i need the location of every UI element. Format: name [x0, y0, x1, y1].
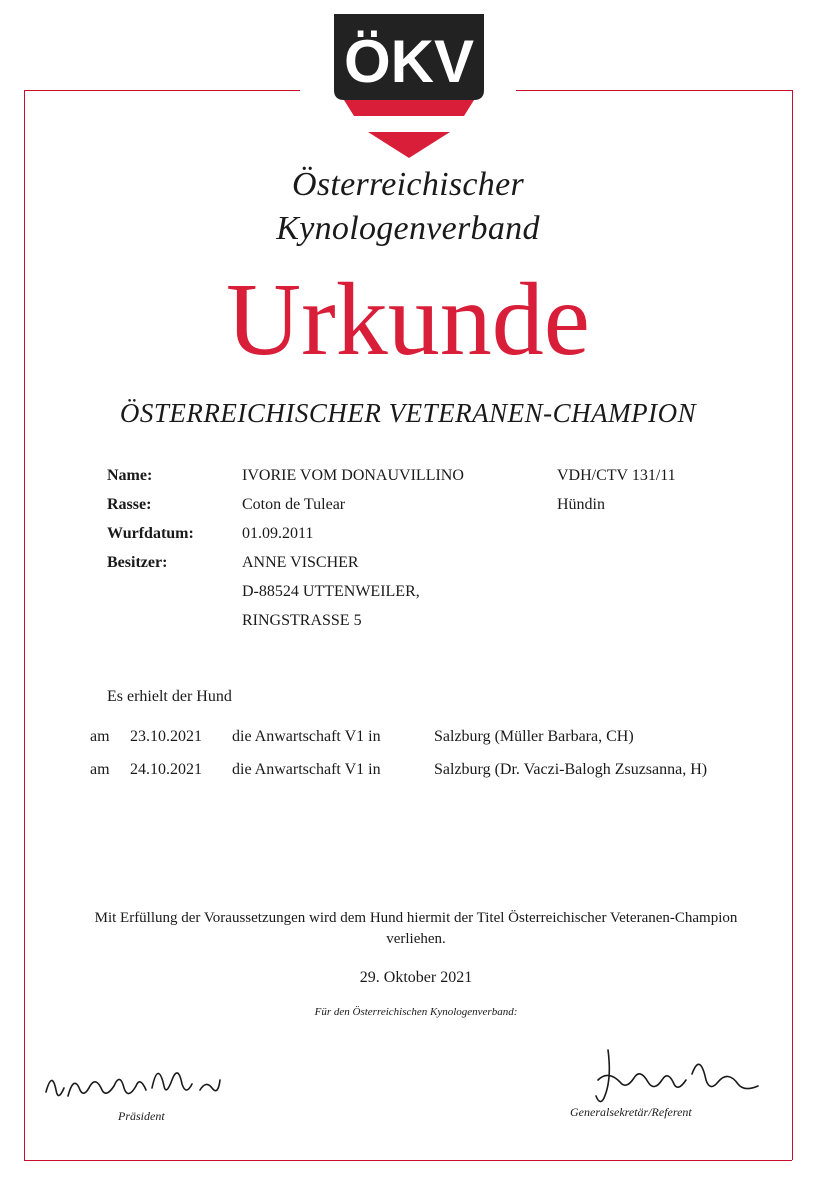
award-row-place: Salzburg (Dr. Vaczi-Balogh Zsuzsanna, H): [434, 761, 708, 778]
birth-date-value: 01.09.2011: [242, 525, 314, 542]
award-row-date: 23.10.2021: [130, 728, 202, 745]
award-row-prefix: am: [90, 761, 110, 778]
frame-border-right: [792, 90, 793, 1160]
issue-date: 29. Oktober 2021: [359, 969, 473, 986]
award-row-prefix: am: [90, 728, 110, 745]
owner-address-line-1: D-88524 UTTENWEILER,: [242, 583, 420, 600]
document-title: Urkunde: [226, 262, 590, 377]
president-caption: Präsident: [118, 1109, 165, 1123]
registration-number: VDH/CTV 131/11: [557, 467, 676, 484]
organization-line-2: Kynologenverband: [276, 210, 540, 247]
secretary-caption: Generalsekretär/Referent: [570, 1105, 692, 1119]
name-label: Name:: [107, 467, 153, 484]
award-row-place: Salzburg (Müller Barbara, CH): [434, 728, 634, 745]
award-row-award: die Anwartschaft V1 in: [232, 728, 381, 745]
dog-name: IVORIE VOM DONAUVILLINO: [242, 467, 464, 484]
breed-label: Rasse:: [107, 496, 152, 513]
birth-date-label: Wurfdatum:: [107, 525, 194, 542]
owner-address-line-2: RINGSTRASSE 5: [242, 612, 362, 629]
conclusion-line-1: Mit Erfüllung der Voraussetzungen wird dem Hund hiermit der Titel Österreichischer Veteranen-Champion: [94, 910, 738, 926]
frame-border-top-left: [24, 90, 300, 91]
organization-line-1: Österreichischer: [291, 166, 525, 203]
sex-value: Hündin: [557, 496, 605, 513]
awards-intro: Es erhielt der Hund: [107, 688, 232, 705]
secretary-signature: [568, 1040, 768, 1110]
frame-border-top-right: [516, 90, 792, 91]
champion-title: ÖSTERREICHISCHER VETERANEN-CHAMPION: [119, 398, 697, 428]
on-behalf-line: Für den Österreichischen Kynologenverband:: [314, 1006, 518, 1018]
logo-text: ÖKV: [343, 28, 475, 95]
breed-value: Coton de Tulear: [242, 496, 346, 513]
award-row-award: die Anwartschaft V1 in: [232, 761, 381, 778]
conclusion-line-2: verliehen.: [386, 931, 446, 947]
frame-border-left: [24, 90, 25, 1160]
frame-border-bottom: [24, 1160, 792, 1161]
owner-name: ANNE VISCHER: [242, 554, 359, 571]
award-row-date: 24.10.2021: [130, 761, 202, 778]
owner-label: Besitzer:: [107, 554, 168, 571]
okv-logo: [330, 12, 488, 158]
